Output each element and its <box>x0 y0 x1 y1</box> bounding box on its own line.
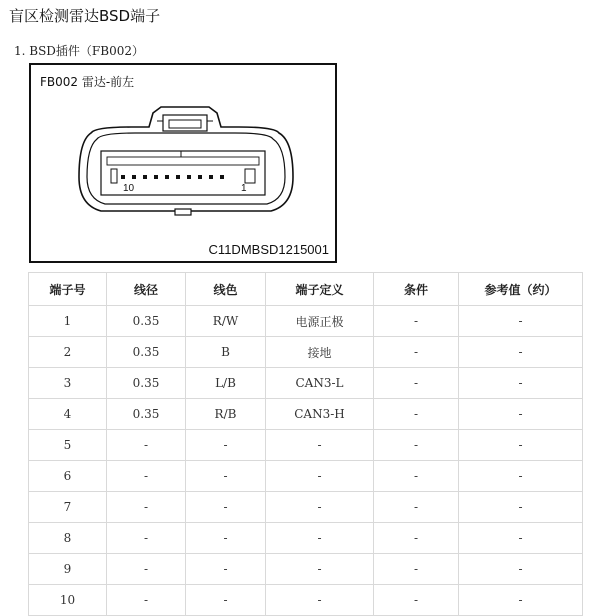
column-header: 条件 <box>374 273 459 306</box>
table-cell: - <box>107 461 186 492</box>
table-cell: - <box>374 585 459 616</box>
table-cell: 8 <box>29 523 107 554</box>
connector-diagram <box>29 63 337 263</box>
table-cell: 0.35 <box>107 399 186 430</box>
table-cell: 0.35 <box>107 306 186 337</box>
table-cell: - <box>459 461 583 492</box>
table-row <box>29 430 583 461</box>
table-cell: 10 <box>29 585 107 616</box>
table-cell: - <box>107 492 186 523</box>
section-label: 1. BSD插件（FB002） <box>14 44 144 58</box>
table-cell: - <box>374 492 459 523</box>
table-cell: - <box>459 306 583 337</box>
table-row <box>29 337 583 368</box>
connector-drawing <box>31 65 335 261</box>
table-row <box>29 461 583 492</box>
table-row <box>29 523 583 554</box>
pin-row <box>121 175 224 179</box>
table-cell: - <box>266 585 374 616</box>
column-header: 参考值（约） <box>459 273 583 306</box>
table-cell: 6 <box>29 461 107 492</box>
table-row <box>29 368 583 399</box>
table-row <box>29 492 583 523</box>
table-cell: CAN3-L <box>266 368 374 399</box>
table-cell: - <box>459 430 583 461</box>
pin-label-left: 10 <box>123 183 135 194</box>
column-header: 线径 <box>107 273 186 306</box>
table-cell: 4 <box>29 399 107 430</box>
table-cell: 接地 <box>266 337 374 368</box>
table-cell: - <box>107 554 186 585</box>
table-cell: 2 <box>29 337 107 368</box>
table-cell: 7 <box>29 492 107 523</box>
page-title: 盲区检测雷达BSD端子 <box>9 7 161 25</box>
table-cell: - <box>107 585 186 616</box>
table-cell: - <box>374 554 459 585</box>
table-cell: 3 <box>29 368 107 399</box>
column-header: 端子号 <box>29 273 107 306</box>
table-cell: - <box>186 523 266 554</box>
table-cell: - <box>374 523 459 554</box>
terminal-table <box>28 272 583 616</box>
table-cell: - <box>374 430 459 461</box>
table-row <box>29 306 583 337</box>
table-cell: - <box>107 523 186 554</box>
column-header: 线色 <box>186 273 266 306</box>
table-cell: - <box>374 337 459 368</box>
table-cell: 0.35 <box>107 368 186 399</box>
table-row <box>29 585 583 616</box>
table-cell: - <box>266 523 374 554</box>
table-cell: - <box>374 399 459 430</box>
table-cell: - <box>459 337 583 368</box>
diagram-title: FB002 雷达-前左 <box>40 75 135 89</box>
table-cell: - <box>186 430 266 461</box>
table-cell: B <box>186 337 266 368</box>
table-cell: - <box>459 399 583 430</box>
table-cell: - <box>266 554 374 585</box>
table-cell: L/B <box>186 368 266 399</box>
table-cell: - <box>266 461 374 492</box>
table-cell: - <box>186 492 266 523</box>
pin-label-right: 1 <box>241 183 247 194</box>
table-cell: - <box>374 461 459 492</box>
table-cell: CAN3-H <box>266 399 374 430</box>
table-cell: - <box>374 368 459 399</box>
table-cell: - <box>459 585 583 616</box>
table-cell: - <box>459 523 583 554</box>
table-cell: - <box>186 585 266 616</box>
table-body <box>29 306 583 616</box>
table-header-row <box>29 273 583 306</box>
table-cell: - <box>459 368 583 399</box>
table-cell: - <box>459 492 583 523</box>
table-cell: - <box>374 306 459 337</box>
table-row <box>29 399 583 430</box>
table-cell: 0.35 <box>107 337 186 368</box>
column-header: 端子定义 <box>266 273 374 306</box>
table-cell: - <box>186 554 266 585</box>
table-cell: - <box>266 430 374 461</box>
diagram-code: C11DMBSD1215001 <box>208 242 329 257</box>
table-cell: 9 <box>29 554 107 585</box>
table-cell: R/B <box>186 399 266 430</box>
table-cell: 电源正极 <box>266 306 374 337</box>
table-cell: - <box>107 430 186 461</box>
connector-bottom-key <box>175 209 191 215</box>
table-row <box>29 554 583 585</box>
table-cell: 5 <box>29 430 107 461</box>
table-cell: 1 <box>29 306 107 337</box>
table-cell: - <box>186 461 266 492</box>
table-cell: R/W <box>186 306 266 337</box>
table-cell: - <box>459 554 583 585</box>
table-cell: - <box>266 492 374 523</box>
connector-latch <box>163 115 207 131</box>
